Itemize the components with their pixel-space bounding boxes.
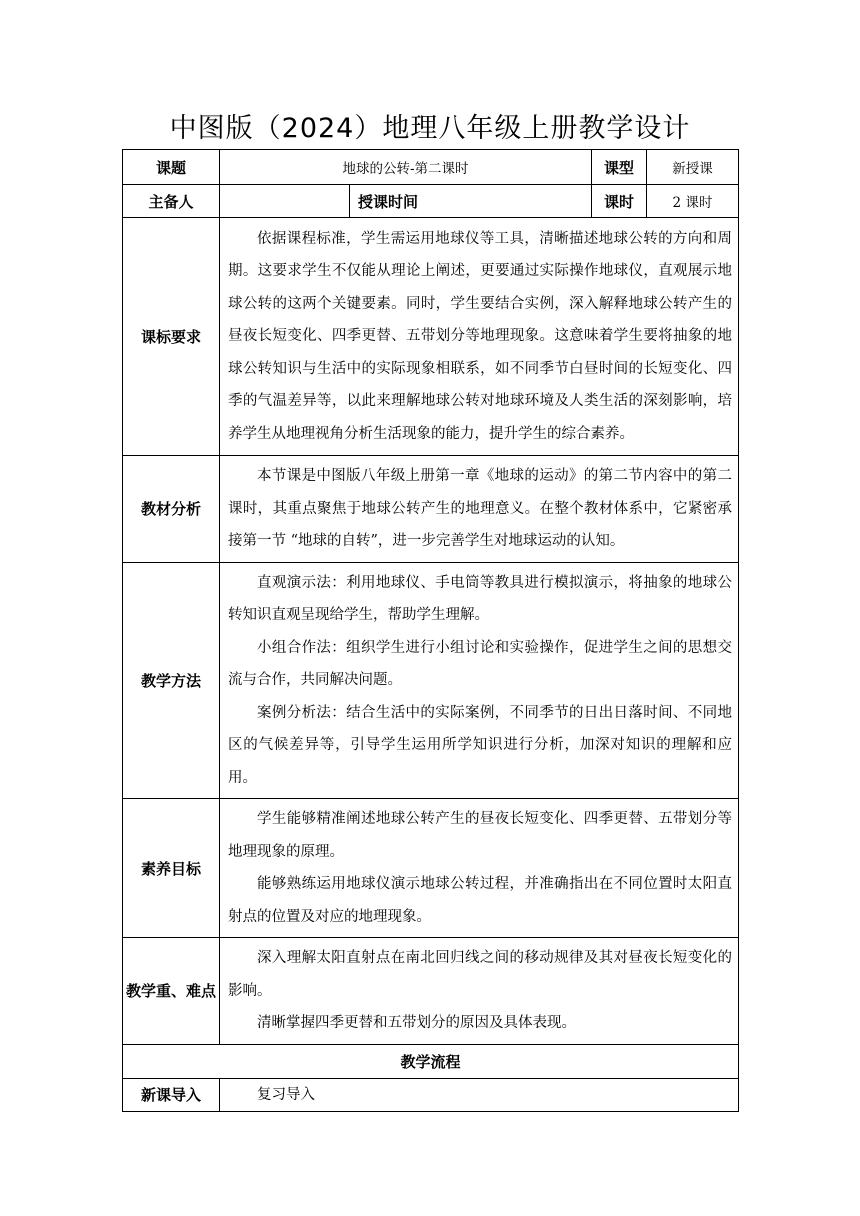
- row-textbook: [123, 456, 739, 563]
- key-points-paragraph: 深入理解太阳直射点在南北回归线之间的移动规律及其对昼夜长短变化的影响。: [228, 950, 732, 999]
- methods-label: 教学方法: [123, 562, 220, 799]
- flow-heading: 教学流程: [123, 1044, 739, 1078]
- goals-label: 素养目标: [123, 799, 220, 938]
- row-topic: [123, 150, 739, 185]
- goals-paragraph: 能够熟练运用地球仪演示地球公转过程，并准确指出在不同位置时太阳直射点的位置及对应的地理现象。: [228, 876, 732, 925]
- key-points-paragraph: 清晰掌握四季更替和五带划分的原因及具体表现。: [257, 1015, 576, 1031]
- row-standard: [123, 218, 739, 456]
- lesson-plan-table: [122, 149, 739, 1112]
- intro-value: 复习导入: [257, 1086, 315, 1103]
- methods-paragraph: 小组合作法：组织学生进行小组讨论和实验操作，促进学生之间的思想交流与合作，共同解决问题。: [228, 639, 732, 688]
- goals-paragraph: 学生能够精准阐述地球公转产生的昼夜长短变化、四季更替、五带划分等地理现象的原理。: [228, 811, 732, 860]
- goals-content: [220, 799, 739, 938]
- key-points-content: [220, 938, 739, 1045]
- intro-label: 新课导入: [123, 1078, 220, 1111]
- textbook-paragraph: 本节课是中图版八年级上册第一章《地球的运动》的第二节内容中的第二课时，其重点聚焦于地球公转产生的地理意义。在整个教材体系中，它紧密承接第一节 “地球的自转”，进一步完善学生对地球运动的认知。: [228, 468, 732, 549]
- row-methods: [123, 562, 739, 799]
- textbook-label: 教材分析: [123, 456, 220, 563]
- standard-paragraph: 依据课程标准，学生需运用地球仪等工具，清晰描述地球公转的方向和周期。这要求学生不仅能从理论上阐述，更要通过实际操作地球仪，直观展示地球公转的这两个关键要素。同时，学生要结合实例，深入解释地球公转产生的昼夜长短变化、四季更替、五带划分等地理现象。这意味着学生要将抽象的地球公转知识与生活中的实际现象相联系，如不同季节白昼时间的长短变化、四季的气温差异等，以此来理解地球公转对地球环境及人类生活的深刻影响，培养学生从地理视角分析生活现象的能力，提升学生的综合素养。: [228, 230, 732, 442]
- document-title: 中图版（2024）地理八年级上册教学设计: [169, 113, 691, 144]
- type-value: 新授课: [647, 150, 739, 185]
- topic-value: 地球的公转-第二课时: [220, 150, 592, 185]
- methods-paragraph: 直观演示法：利用地球仪、手电筒等教具进行模拟演示，将抽象的地球公转知识直观呈现给学生，帮助学生理解。: [228, 574, 732, 623]
- preparer-label: 主备人: [123, 185, 220, 218]
- row-intro: [123, 1078, 739, 1111]
- row-goals: [123, 799, 739, 938]
- time-label: 授课时间: [350, 185, 592, 218]
- methods-content: [220, 562, 739, 799]
- row-key-points: [123, 938, 739, 1045]
- methods-paragraph: 案例分析法：结合生活中的实际案例，不同季节的日出日落时间、不同地区的气候差异等，引导学生运用所学知识进行分析，加深对知识的理解和应用。: [228, 704, 732, 786]
- row-preparer: [123, 185, 739, 218]
- intro-content: [220, 1078, 739, 1111]
- hours-label: 课时: [592, 185, 647, 218]
- topic-label: 课题: [123, 150, 220, 185]
- standard-content: [220, 218, 739, 456]
- standard-label: 课标要求: [123, 218, 220, 456]
- preparer-value: [220, 185, 350, 218]
- type-label: 课型: [592, 150, 647, 185]
- row-flow-heading: [123, 1044, 739, 1078]
- textbook-content: [220, 456, 739, 563]
- key-points-label: 教学重、难点: [123, 938, 220, 1045]
- hours-value: 2 课时: [647, 185, 739, 218]
